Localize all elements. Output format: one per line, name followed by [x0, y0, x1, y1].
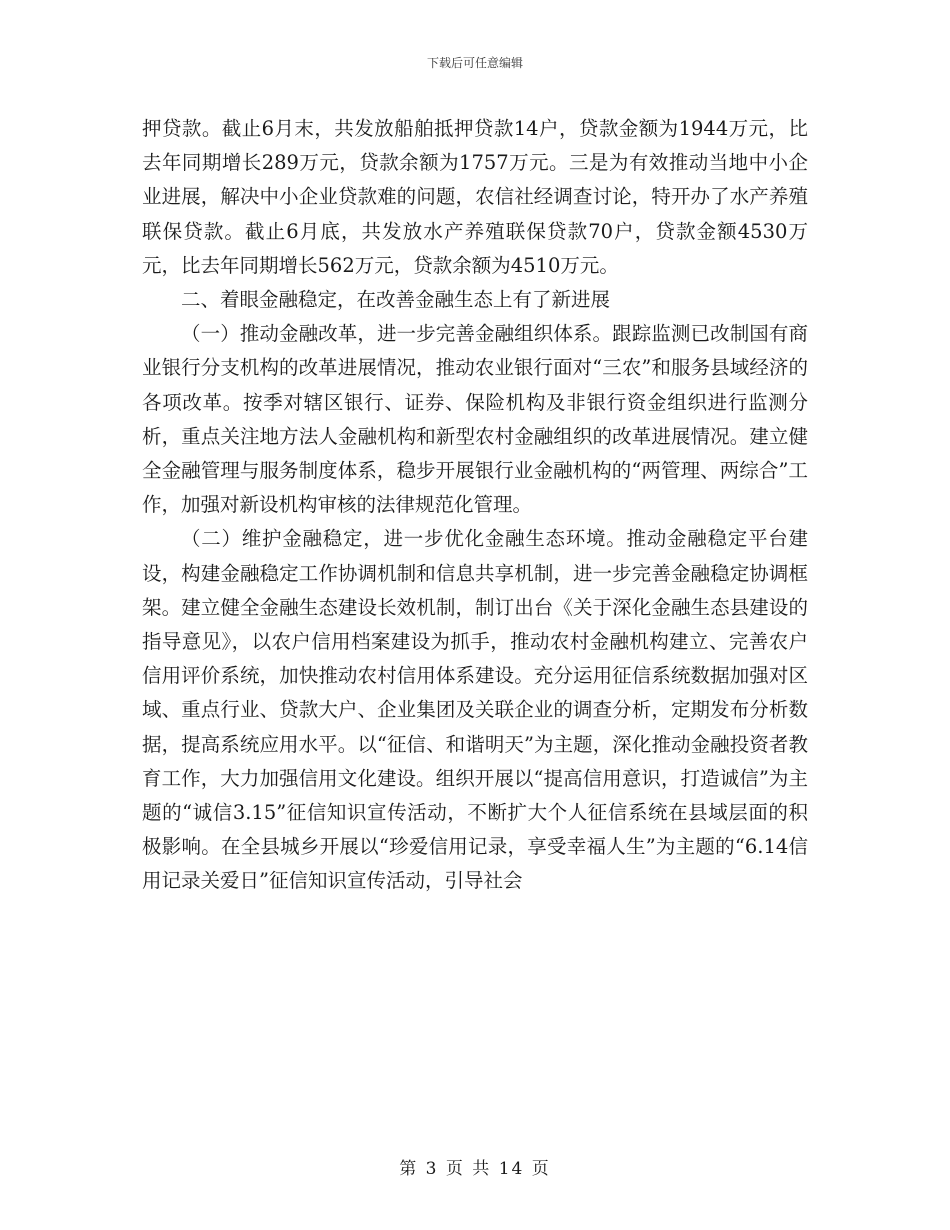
- paragraph-financial-stability: （二）维护金融稳定，进一步优化金融生态环境。推动金融稳定平台建设，构建金融稳定工作协调机制和信息共享机制，进一步完善金融稳定协调框架。建立健全金融生态建设长效机制，制订出台《关于深化金融生态县建设的指导意见》，以农户信用档案建设为抓手，推动农村金融机构建立、完善农户信用评价系统，加快推动农村信用体系建设。充分运用征信系统数据加强对区域、重点行业、贷款大户、企业集团及关联企业的调查分析，定期发布分析数据，提高系统应用水平。以“征信、和谐明天”为主题，深化推动金融投资者教育工作，大力加强信用文化建设。组织开展以“提高信用意识，打造诚信”为主题的“诚信3.15”征信知识宣传活动，不断扩大个人征信系统在县域层面的积极影响。在全县城乡开展以“珍爱信用记录，享受幸福人生”为主题的“6.14信用记录关爱日”征信知识宣传活动，引导社会: [142, 527, 808, 893]
- paragraph-loan-summary: 押贷款。截止6月末，共发放船舶抵押贷款14户，贷款金额为1944万元，比去年同期增长289万元，贷款余额为1757万元。三是为有效推动当地中小企业进展，解决中小企业贷款难的问题，农信社经调查讨论，特开办了水产养殖联保贷款。截止6月底，共发放水产养殖联保贷款70户，贷款金额4530万元，比去年同期增长562万元，贷款余额为4510万元。: [142, 117, 808, 277]
- paragraph-financial-reform: （一）推动金融改革，进一步完善金融组织体系。跟踪监测已改制国有商业银行分支机构的改革进展情况，推动农业银行面对“三农”和服务县域经济的各项改革。按季对辖区银行、证券、保险机构及非银行资金组织进行监测分析，重点关注地方法人金融机构和新型农村金融组织的改革进展情况。建立健全金融管理与服务制度体系，稳步开展银行业金融机构的“两管理、两综合”工作，加强对新设机构审核的法律规范化管理。: [142, 322, 808, 517]
- section-heading-financial-stability: 二、着眼金融稳定，在改善金融生态上有了新进展: [181, 288, 611, 312]
- document-body: [142, 112, 808, 899]
- page-number: 第 3 页 共 14 页: [399, 1159, 551, 1179]
- page-header-note: 下载后可任意编辑: [426, 56, 523, 70]
